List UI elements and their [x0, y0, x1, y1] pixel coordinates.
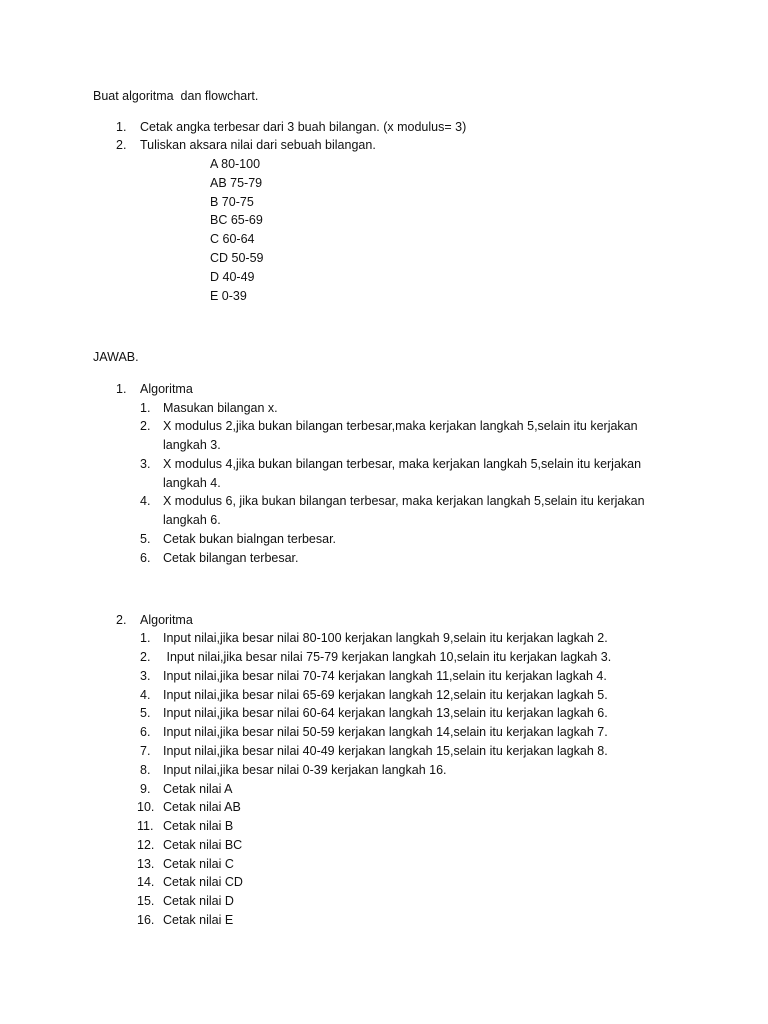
step-number: 9. [140, 782, 151, 796]
grade-item: BC 65-69 [210, 213, 263, 227]
answer-label: JAWAB. [93, 350, 139, 364]
step-text: Cetak nilai C [163, 857, 234, 871]
part-number: 1. [116, 382, 127, 396]
step-text: Input nilai,jika besar nilai 75-79 kerjakan langkah 10,selain itu kerjakan lagkah 3. [163, 650, 612, 664]
step-text: Cetak nilai A [163, 782, 233, 796]
grade-item: CD 50-59 [210, 251, 264, 265]
step-number: 6. [140, 551, 151, 565]
grade-item: C 60-64 [210, 232, 255, 246]
step-number: 4. [140, 688, 151, 702]
step-text: Cetak nilai BC [163, 838, 243, 852]
step-text: Input nilai,jika besar nilai 70-74 kerjakan langkah 11,selain itu kerjakan lagkah 4. [163, 669, 607, 683]
grade-item: B 70-75 [210, 195, 254, 209]
step-number: 5. [140, 532, 151, 546]
step-text: Input nilai,jika besar nilai 0-39 kerjakan langkah 16. [163, 763, 447, 777]
step-text: Cetak nilai D [163, 894, 234, 908]
step-number: 3. [140, 669, 151, 683]
step-number: 2. [140, 650, 151, 664]
step-number: 11. [137, 819, 154, 833]
step-text: langkah 3. [163, 438, 221, 452]
grade-item: D 40-49 [210, 270, 255, 284]
step-text: Input nilai,jika besar nilai 40-49 kerjakan langkah 15,selain itu kerjakan lagkah 8. [163, 744, 608, 758]
step-text: Input nilai,jika besar nilai 80-100 kerjakan langkah 9,selain itu kerjakan lagkah 2. [163, 631, 608, 645]
step-number: 4. [140, 494, 151, 508]
step-text: Cetak nilai E [163, 913, 234, 927]
document-title: Buat algoritma dan flowchart. [93, 89, 259, 103]
step-text: Cetak bilangan terbesar. [163, 551, 299, 565]
step-text: Cetak nilai CD [163, 875, 243, 889]
step-number: 1. [140, 401, 151, 415]
step-text: Cetak bukan bialngan terbesar. [163, 532, 337, 546]
step-text: X modulus 2,jika bukan bilangan terbesar,maka kerjakan langkah 5,selain itu kerjakan [163, 419, 638, 433]
step-number: 15. [137, 894, 155, 908]
step-number: 1. [140, 631, 151, 645]
step-text: Input nilai,jika besar nilai 50-59 kerjakan langkah 14,selain itu kerjakan lagkah 7. [163, 725, 608, 739]
step-text: langkah 4. [163, 476, 221, 490]
step-number: 16. [137, 913, 155, 927]
question-text: Tuliskan aksara nilai dari sebuah bilangan. [140, 138, 376, 152]
step-number: 13. [137, 857, 155, 871]
grade-item: A 80-100 [210, 157, 261, 171]
step-text: Cetak nilai AB [163, 800, 241, 814]
step-number: 7. [140, 744, 151, 758]
grade-item: E 0-39 [210, 289, 247, 303]
step-text: Masukan bilangan x. [163, 401, 278, 415]
step-number: 8. [140, 763, 151, 777]
question-number: 2. [116, 138, 127, 152]
step-text: X modulus 4,jika bukan bilangan terbesar, maka kerjakan langkah 5,selain itu kerjakan [163, 457, 642, 471]
step-text: Input nilai,jika besar nilai 60-64 kerjakan langkah 13,selain itu kerjakan lagkah 6. [163, 706, 608, 720]
step-number: 3. [140, 457, 151, 471]
step-number: 10. [137, 800, 155, 814]
part-title: Algoritma [140, 613, 193, 627]
grade-item: AB 75-79 [210, 176, 263, 190]
step-text: langkah 6. [163, 513, 221, 527]
step-number: 12. [137, 838, 155, 852]
step-number: 2. [140, 419, 151, 433]
step-text: X modulus 6, jika bukan bilangan terbesar, maka kerjakan langkah 5,selain itu kerjakan [163, 494, 645, 508]
question-text: Cetak angka terbesar dari 3 buah bilangan. (x modulus= 3) [140, 120, 467, 134]
step-number: 5. [140, 706, 151, 720]
step-text: Cetak nilai B [163, 819, 234, 833]
part-number: 2. [116, 613, 127, 627]
step-text: Input nilai,jika besar nilai 65-69 kerjakan langkah 12,selain itu kerjakan lagkah 5. [163, 688, 608, 702]
step-number: 6. [140, 725, 151, 739]
question-number: 1. [116, 120, 127, 134]
step-number: 14. [137, 875, 155, 889]
part-title: Algoritma [140, 382, 193, 396]
